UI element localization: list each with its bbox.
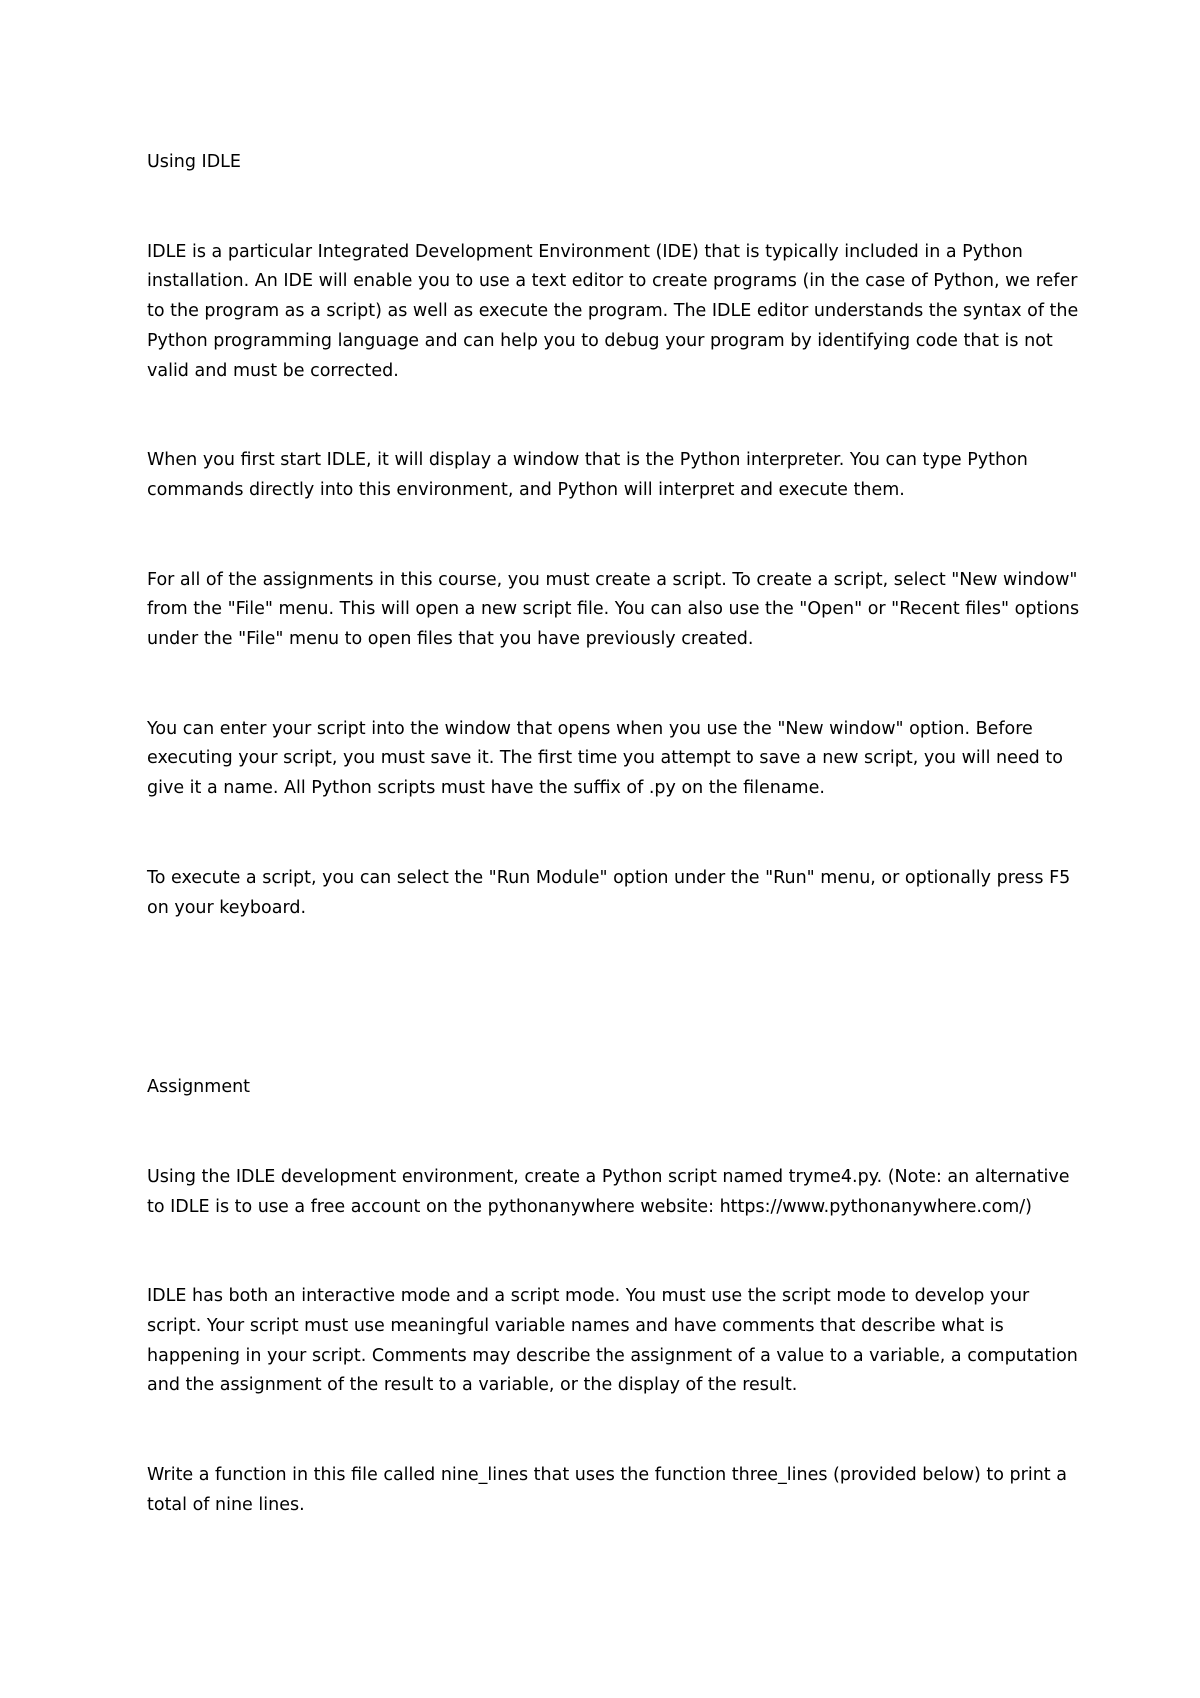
paragraph-execute-script: To execute a script, you can select the "Run Module" option under the "Run" menu, or optionally press F5 on your keyboard. [147,867,1071,918]
paragraph-first-start: When you first start IDLE, it will display a window that is the Python interpreter. You can type Python commands directly into this environment, and Python will interpret and execute them. [147,450,1028,500]
paragraph-assignment-intro: Using the IDLE development environment, create a Python script named tryme4.py. (Note: an alternative to IDLE is to use a free account on the pythonanywhere website: https://www.pythonanywhere.com/) [147,1166,1070,1217]
paragraph-nine-lines: Write a function in this file called nine_lines that uses the function three_lines (provided below) to print a total of nine lines. [147,1465,1067,1515]
section-spacer [147,983,1080,1073]
paragraph-save-script: You can enter your script into the window that opens when you use the "New window" option. Before executing your script, you must save it. The first time you attempt to save a new script, you will need to give it a name. All Python scripts must have the suffix of .py on the filename. [147,718,1063,799]
section-heading-using-idle: Using IDLE [147,152,241,172]
paragraph-create-script: For all of the assignments in this course, you must create a script. To create a script, select "New window" from the "File" menu. This will open a new script file. You can also use the "Open" or "Recent files" options under the "File" menu to open files that you have previously created. [147,569,1080,650]
section-heading-assignment: Assignment [147,1077,251,1098]
paragraph-script-mode: IDLE has both an interactive mode and a script mode. You must use the script mode to develop your script. Your script must use meaningful variable names and have comments that describe what is happening in your script. Comments may describe the assignment of a value to a variable, a computation and the assignment of the result to a variable, or the display of the result. [147,1286,1078,1396]
paragraph-idle-intro: IDLE is a particular Integrated Development Environment (IDE) that is typically included in a Python installation. An IDE will enable you to use a text editor to create programs (in the case of Python, we refer to the program as a script) as well as execute the program. The IDLE editor understands the syntax of the Python programming language and can help you to debug your program by identifying code that is not valid and must be corrected. [147,241,1079,381]
